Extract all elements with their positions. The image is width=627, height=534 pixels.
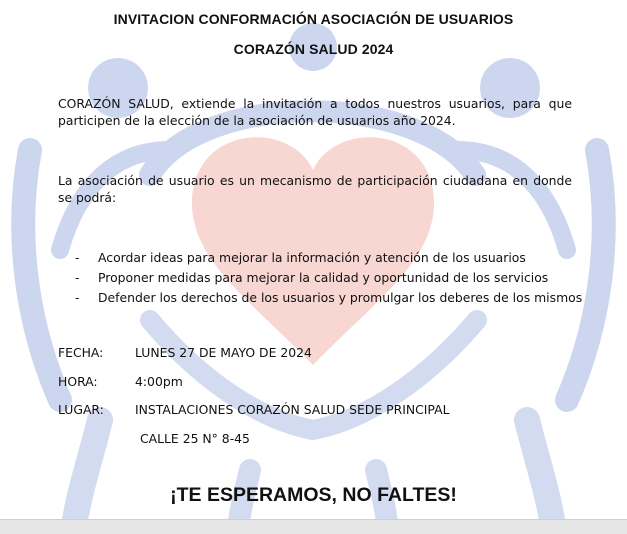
- time-label: HORA:: [58, 374, 98, 389]
- list-item: [58, 268, 598, 288]
- invitation-paragraph: CORAZÓN SALUD, extiende la invitación a todos nuestros usuarios, para que participen de la elección de la asociación de usuarios año 2024.: [58, 96, 572, 128]
- date-value: LUNES 27 DE MAYO DE 2024: [135, 345, 312, 360]
- place-value: INSTALACIONES CORAZÓN SALUD SEDE PRINCIPAL: [135, 402, 450, 417]
- purpose-list: [58, 248, 598, 308]
- document-title: INVITACION CONFORMACIÓN ASOCIACIÓN DE USUARIOS: [113, 11, 514, 27]
- address-text: CALLE 25 N° 8-45: [140, 431, 250, 446]
- document-bottom-edge: [0, 519, 627, 534]
- list-item-text: Defender los derechos de los usuarios y promulgar los deberes de los mismos: [98, 290, 583, 305]
- description-paragraph: La asociación de usuario es un mecanismo de participación ciudadana en donde se podrá:: [58, 173, 572, 205]
- closing-message: ¡TE ESPERAMOS, NO FALTES!: [170, 484, 457, 506]
- date-label: FECHA:: [58, 345, 104, 360]
- bullet-marker: -: [75, 250, 80, 265]
- bullet-marker: -: [75, 270, 80, 285]
- list-item-text: Proponer medidas para mejorar la calidad y oportunidad de los servicios: [98, 270, 549, 285]
- time-value: 4:00pm: [135, 374, 183, 389]
- place-label: LUGAR:: [58, 402, 104, 417]
- bullet-marker: -: [75, 290, 80, 305]
- list-item: [58, 248, 598, 268]
- document-subtitle: CORAZÓN SALUD 2024: [233, 41, 394, 57]
- list-item-text: Acordar ideas para mejorar la información y atención de los usuarios: [98, 250, 526, 265]
- list-item: [58, 288, 598, 308]
